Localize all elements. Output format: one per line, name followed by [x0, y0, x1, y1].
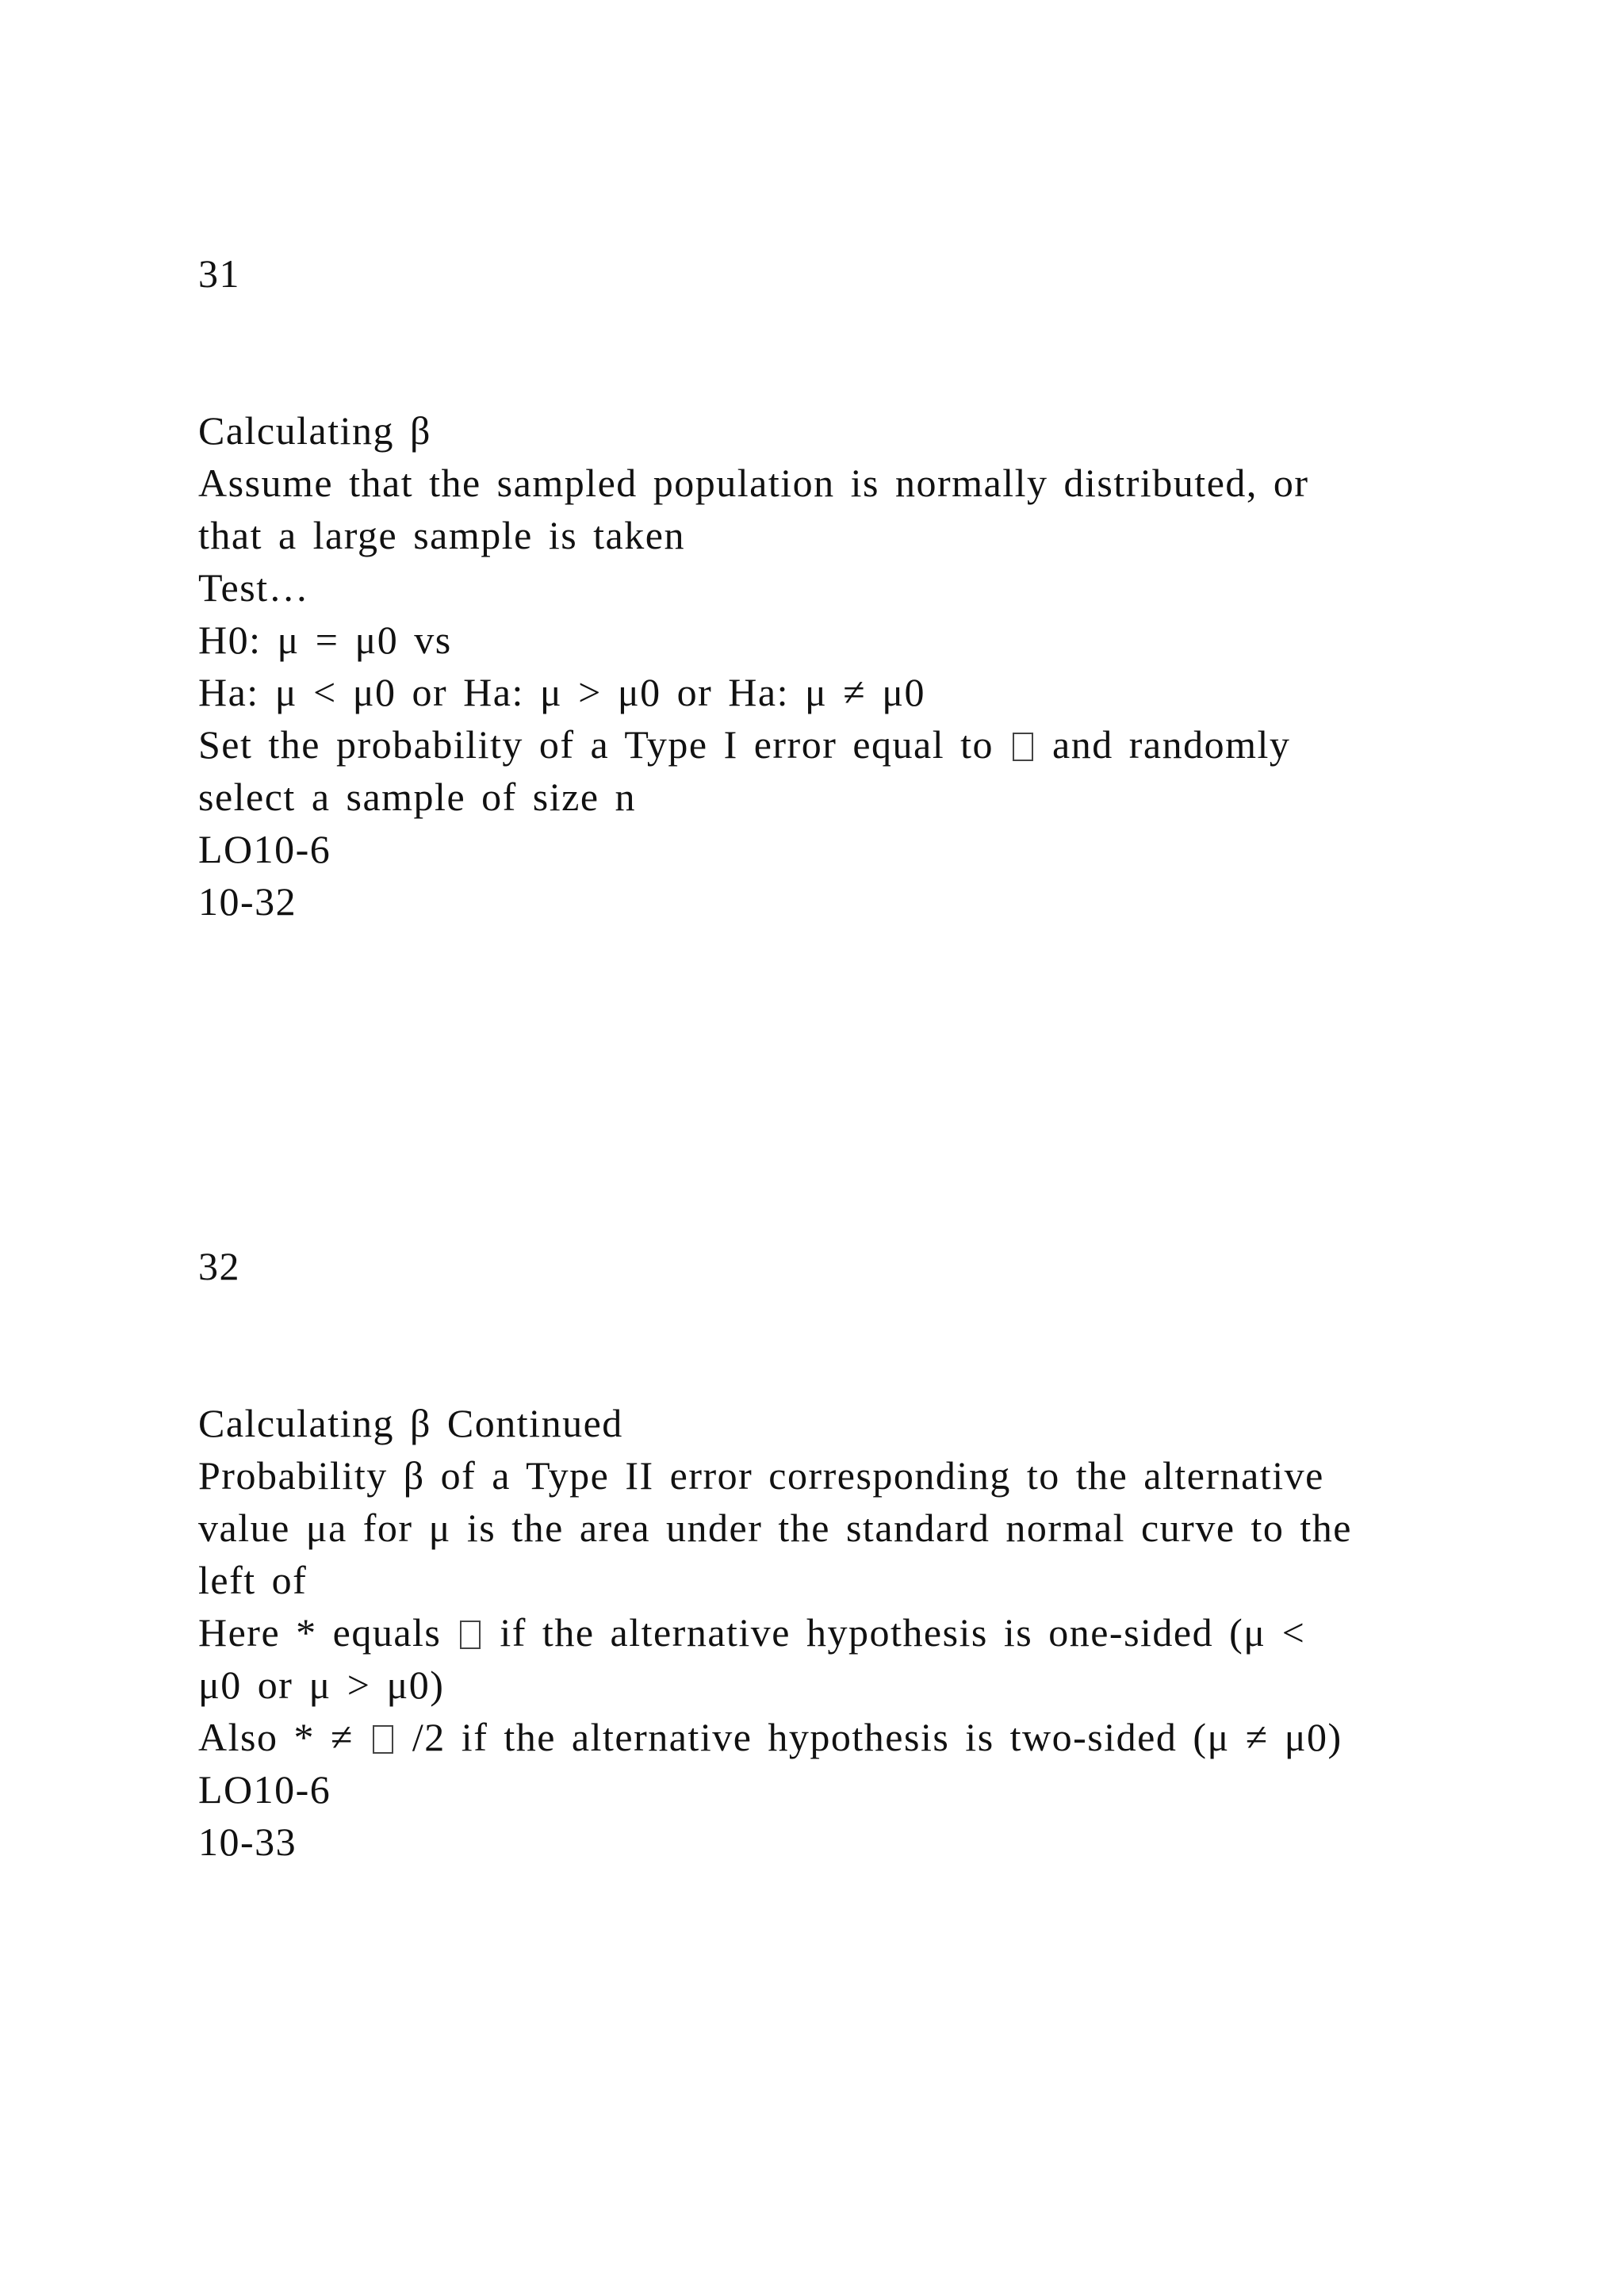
- slide-32-content: [198, 1397, 1435, 1868]
- page-number: 32: [198, 1244, 240, 1288]
- heading-calculating-beta-continued: Calculating β Continued: [198, 1401, 623, 1445]
- missing-glyph-icon: [373, 1725, 393, 1754]
- text-line: select a sample of size n: [198, 775, 637, 819]
- text-segment: Also * ≠: [198, 1715, 354, 1759]
- text-line: μ0 or μ > μ0): [198, 1663, 445, 1707]
- text-line: [198, 1711, 1435, 1763]
- text-line: Test…: [198, 565, 310, 610]
- text-segment: /2 if the alternative hypothesis is two-sided (μ ≠ μ0): [412, 1715, 1342, 1759]
- slide-number-32: [198, 1240, 1435, 1292]
- learning-objective-label: LO10-6: [198, 1767, 331, 1812]
- text-line: that a large sample is taken: [198, 513, 685, 557]
- text-line: left of: [198, 1558, 308, 1602]
- text-segment: if the alternative hypothesis is one-sided (μ <: [500, 1610, 1306, 1655]
- learning-objective-label: LO10-6: [198, 827, 331, 871]
- text-line: [198, 1606, 1435, 1659]
- page-number: 31: [198, 251, 240, 296]
- null-hypothesis-line: H0: μ = μ0 vs: [198, 618, 452, 662]
- text-line: value μa for μ is the area under the standard normal curve to the: [198, 1506, 1352, 1550]
- slide-31-content: [198, 404, 1435, 928]
- alternative-hypothesis-line: Ha: μ < μ0 or Ha: μ > μ0 or Ha: μ ≠ μ0: [198, 670, 926, 714]
- heading-calculating-beta: Calculating β: [198, 408, 431, 453]
- slide-reference-label: 10-33: [198, 1820, 297, 1864]
- slide-number-31: [198, 247, 1435, 300]
- text-segment: and randomly: [1052, 722, 1291, 767]
- missing-glyph-icon: [460, 1621, 481, 1649]
- missing-glyph-icon: [1013, 733, 1033, 761]
- text-segment: Set the probability of a Type I error equal to: [198, 722, 994, 767]
- text-line: Probability β of a Type II error corresponding to the alternative: [198, 1453, 1324, 1498]
- slide-reference-label: 10-32: [198, 879, 297, 924]
- text-line: [198, 718, 1435, 771]
- text-line: Assume that the sampled population is normally distributed, or: [198, 461, 1309, 505]
- text-segment: Here * equals: [198, 1610, 442, 1655]
